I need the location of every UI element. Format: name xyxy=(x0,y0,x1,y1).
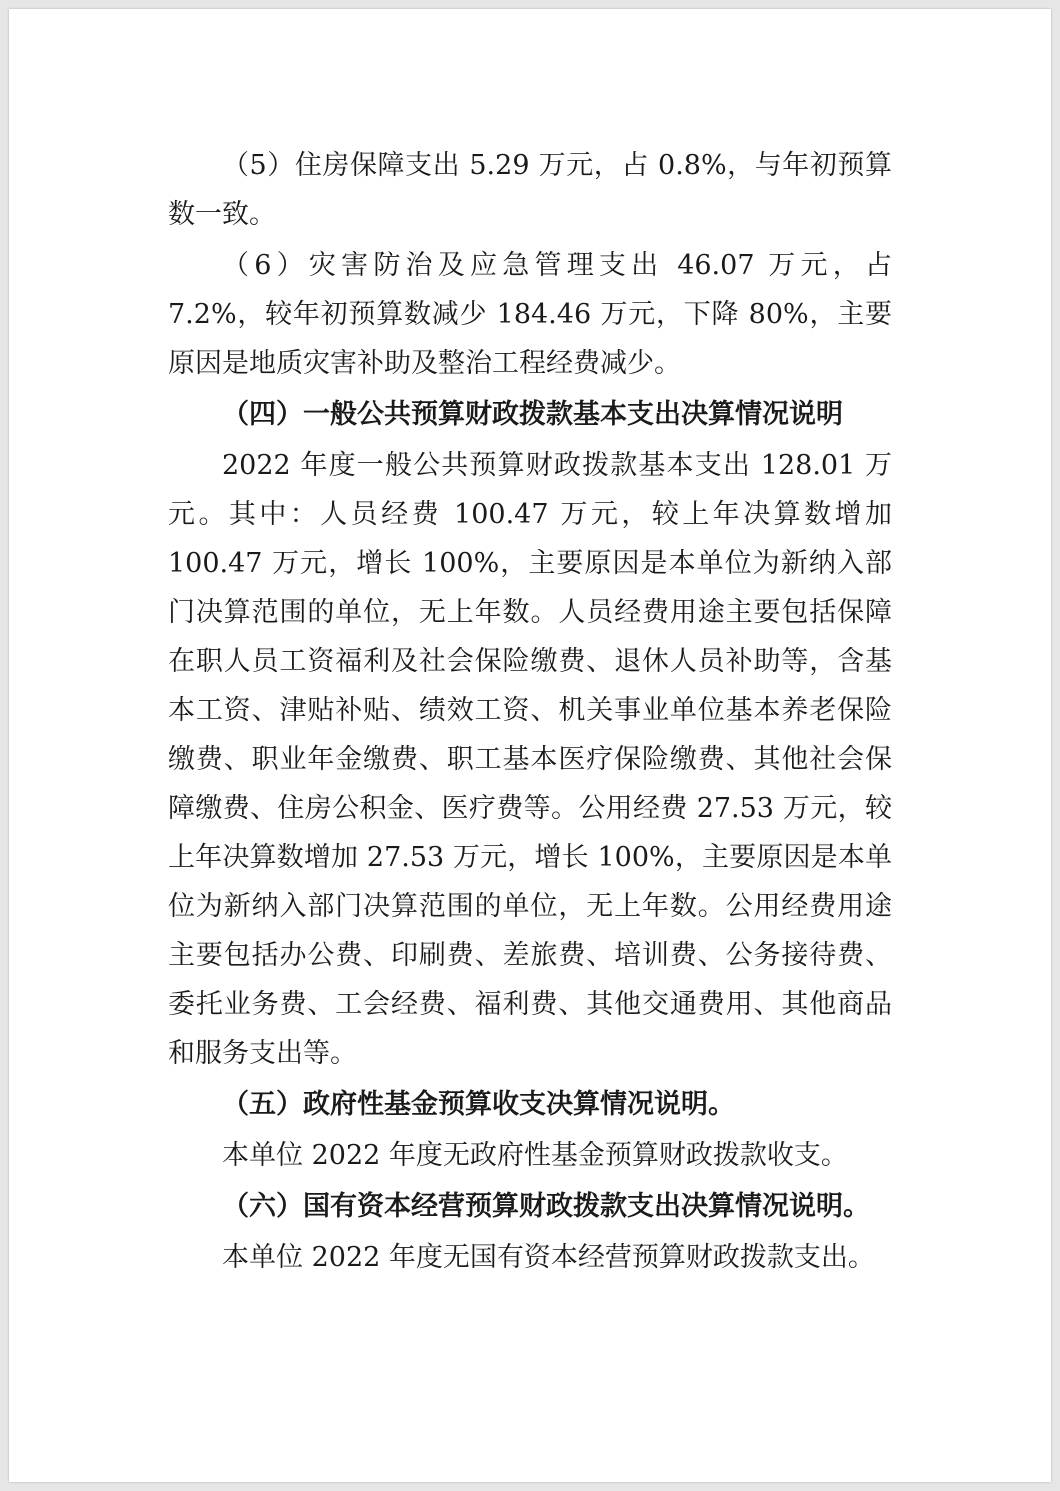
document-body xyxy=(168,141,892,1282)
document-page xyxy=(9,9,1051,1482)
paragraph-government-fund: 本单位 2022 年度无政府性基金预算财政拨款收支。 xyxy=(222,1140,848,1171)
section-heading-5: （五）政府性基金预算收支决算情况说明。 xyxy=(222,1089,735,1120)
paragraph-housing-expenditure: （5）住房保障支出 5.29 万元，占 0.8%，与年初预算数一致。 xyxy=(168,150,892,230)
section-heading-6: （六）国有资本经营预算财政拨款支出决算情况说明。 xyxy=(222,1191,870,1222)
section-heading-4: （四）一般公共预算财政拨款基本支出决算情况说明 xyxy=(222,399,843,430)
paragraph-disaster-expenditure: （6）灾害防治及应急管理支出 46.07 万元，占 7.2%，较年初预算数减少 184.46 万元，下降 80%，主要原因是地质灾害补助及整治工程经费减少。 xyxy=(168,250,892,379)
paragraph-basic-expenditure: 2022 年度一般公共预算财政拨款基本支出 128.01 万元。其中：人员经费 100.47 万元，较上年决算数增加 100.47 万元，增长 100%，主要原因是本单位为新纳入部门决算范围的单位，无上年数。人员经费用途主要包括保障在职人员工资福利及社会保险缴费、退休人员补助等，含基本工资、津贴补贴、绩效工资、机关事业单位基本养老保险缴费、职业年金缴费、职工基本医疗保险缴费、其他社会保障缴费、住房公积金、医疗费等。公用经费 27.53 万元，较上年决算数增加 27.53 万元，增长 100%，主要原因是本单位为新纳入部门决算范围的单位，无上年数。公用经费用途主要包括办公费、印刷费、差旅费、培训费、公务接待费、委托业务费、工会经费、福利费、其他交通费用、其他商品和服务支出等。 xyxy=(168,450,892,1069)
paragraph-state-capital: 本单位 2022 年度无国有资本经营预算财政拨款支出。 xyxy=(222,1242,875,1273)
